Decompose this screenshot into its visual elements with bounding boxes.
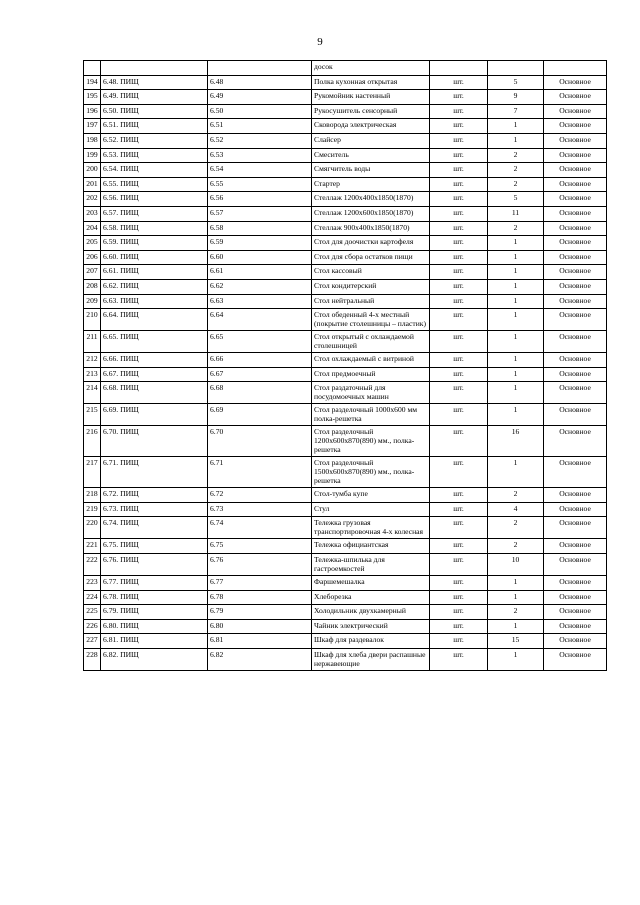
table-row (84, 404, 607, 426)
cell-quantity: 1 (488, 236, 544, 251)
table-row (84, 148, 607, 163)
table-row (84, 192, 607, 207)
cell-row-number: 198 (84, 133, 101, 148)
cell-reference: 6.49 (208, 90, 312, 105)
cell-row-number: 209 (84, 294, 101, 309)
table-row (84, 649, 607, 671)
cell-type: Основное (544, 488, 607, 503)
cell-quantity: 7 (488, 104, 544, 119)
table-row (84, 90, 607, 105)
cell-type: Основное (544, 605, 607, 620)
cell-type: Основное (544, 104, 607, 119)
cell-reference: 6.68 (208, 382, 312, 404)
cell-name: Стеллаж 1200х600х1850(1870) (312, 206, 430, 221)
cell-row-number: 219 (84, 502, 101, 517)
cell-code: 6.75. ПИЩ (101, 539, 208, 554)
cell-code: 6.72. ПИЩ (101, 488, 208, 503)
cell-type: Основное (544, 634, 607, 649)
cell-type: Основное (544, 265, 607, 280)
cell-code: 6.74. ПИЩ (101, 517, 208, 539)
cell-unit: шт. (430, 221, 488, 236)
cell-row-number: 224 (84, 590, 101, 605)
cell-row-number: 218 (84, 488, 101, 503)
cell-name: Стол-тумба купе (312, 488, 430, 503)
cell-reference: 6.59 (208, 236, 312, 251)
cell-quantity: 2 (488, 177, 544, 192)
cell-code: 6.70. ПИЩ (101, 426, 208, 457)
cell-unit: шт. (430, 634, 488, 649)
cell-quantity: 1 (488, 576, 544, 591)
cell-unit: шт. (430, 426, 488, 457)
cell-unit: шт. (430, 457, 488, 488)
cell-code: 6.65. ПИЩ (101, 331, 208, 353)
cell-code: 6.78. ПИЩ (101, 590, 208, 605)
cell-unit: шт. (430, 309, 488, 331)
cell-type: Основное (544, 294, 607, 309)
cell-quantity: 2 (488, 517, 544, 539)
cell-name: Рукосушитель сенсорный (312, 104, 430, 119)
table-row (84, 539, 607, 554)
table-row (84, 426, 607, 457)
cell-name: Шкаф для хлеба двери распашные нержавеющие (312, 649, 430, 671)
cell-row-number: 200 (84, 163, 101, 178)
cell-code: 6.57. ПИЩ (101, 206, 208, 221)
cell-row-number: 222 (84, 554, 101, 576)
cell-quantity: 10 (488, 554, 544, 576)
cell-row-number: 203 (84, 206, 101, 221)
cell-type: Основное (544, 353, 607, 368)
cell-code: 6.82. ПИЩ (101, 649, 208, 671)
cell-quantity: 1 (488, 404, 544, 426)
cell-type: Основное (544, 133, 607, 148)
cell-code: 6.52. ПИЩ (101, 133, 208, 148)
cell-name: Тележка грузовая транспортировочная 4-х колесная (312, 517, 430, 539)
table-row (84, 265, 607, 280)
cell-name: Стол кассовый (312, 265, 430, 280)
cell-row-number: 214 (84, 382, 101, 404)
cell-reference: 6.64 (208, 309, 312, 331)
cell-row-number: 202 (84, 192, 101, 207)
table-row (84, 206, 607, 221)
cell-code: 6.64. ПИЩ (101, 309, 208, 331)
cell-unit: шт. (430, 331, 488, 353)
cell-row-number: 216 (84, 426, 101, 457)
cell-row-number: 226 (84, 619, 101, 634)
cell-name: Тележка официантская (312, 539, 430, 554)
table-row (84, 279, 607, 294)
cell-row-number: 199 (84, 148, 101, 163)
cell-type: Основное (544, 221, 607, 236)
cell-type: Основное (544, 382, 607, 404)
cell-unit: шт. (430, 488, 488, 503)
cell-name: Стол охлаждаемый с витриной (312, 353, 430, 368)
cell-type: Основное (544, 75, 607, 90)
cell-row-number: 205 (84, 236, 101, 251)
cell-reference: 6.51 (208, 119, 312, 134)
cell-code: 6.73. ПИЩ (101, 502, 208, 517)
cell-row-number: 220 (84, 517, 101, 539)
cell-name: Хлеборезка (312, 590, 430, 605)
cell-code: 6.77. ПИЩ (101, 576, 208, 591)
cell-quantity: 1 (488, 649, 544, 671)
cell-code: 6.55. ПИЩ (101, 177, 208, 192)
cell-type: Основное (544, 163, 607, 178)
cell-row-number: 195 (84, 90, 101, 105)
cell-quantity: 1 (488, 590, 544, 605)
cell-type: Основное (544, 309, 607, 331)
cell-reference: 6.52 (208, 133, 312, 148)
cell-quantity: 2 (488, 605, 544, 620)
cell-name: Стеллаж 900х400х1850(1870) (312, 221, 430, 236)
cell-reference: 6.50 (208, 104, 312, 119)
cell-unit: шт. (430, 265, 488, 280)
table-row (84, 619, 607, 634)
cell-reference: 6.63 (208, 294, 312, 309)
cell-quantity: 1 (488, 353, 544, 368)
table-row (84, 502, 607, 517)
table-row (84, 353, 607, 368)
table-row (84, 250, 607, 265)
cell-code: 6.49. ПИЩ (101, 90, 208, 105)
cell-name: Слайсер (312, 133, 430, 148)
cell-name: Стол обеденный 4-х местный (покрытие столешницы – пластик) (312, 309, 430, 331)
cell-reference: 6.67 (208, 367, 312, 382)
table-row (84, 488, 607, 503)
cell-row-number: 194 (84, 75, 101, 90)
cell-quantity: 2 (488, 221, 544, 236)
cell-reference: 6.74 (208, 517, 312, 539)
cell-row-number: 221 (84, 539, 101, 554)
cell-unit: шт. (430, 649, 488, 671)
cell-name: Сковорода электрическая (312, 119, 430, 134)
cell-unit: шт. (430, 590, 488, 605)
cell-type: Основное (544, 192, 607, 207)
page-number: 9 (317, 36, 323, 48)
cell-type: Основное (544, 576, 607, 591)
cell-name: Фаршемешалка (312, 576, 430, 591)
cell-reference: 6.66 (208, 353, 312, 368)
cell-row-number: 211 (84, 331, 101, 353)
cell-type: Основное (544, 331, 607, 353)
cell-unit: шт. (430, 619, 488, 634)
cell-name: Стол кондитерский (312, 279, 430, 294)
cell-type: Основное (544, 457, 607, 488)
table-body (84, 61, 607, 671)
cell-name: Полка кухонная открытая (312, 75, 430, 90)
cell-reference: 6.62 (208, 279, 312, 294)
table-row (84, 309, 607, 331)
cell-quantity: 1 (488, 279, 544, 294)
cell-row-number: 206 (84, 250, 101, 265)
table-row (84, 163, 607, 178)
cell-row-number: 213 (84, 367, 101, 382)
cell-code: 6.60. ПИЩ (101, 250, 208, 265)
table-row (84, 236, 607, 251)
cell-reference: 6.53 (208, 148, 312, 163)
cell-type: Основное (544, 404, 607, 426)
cell-name: Стул (312, 502, 430, 517)
cell-type: Основное (544, 426, 607, 457)
cell-unit: шт. (430, 192, 488, 207)
cell-row-number: 228 (84, 649, 101, 671)
cell-type: Основное (544, 619, 607, 634)
cell-row-number: 204 (84, 221, 101, 236)
cell-quantity: 5 (488, 192, 544, 207)
cell-unit: шт. (430, 236, 488, 251)
cell-reference: 6.77 (208, 576, 312, 591)
cell-code: 6.59. ПИЩ (101, 236, 208, 251)
cell-name: Стол нейтральный (312, 294, 430, 309)
table-row (84, 119, 607, 134)
cell-reference: 6.71 (208, 457, 312, 488)
cell-name: Тележка-шпилька для гастроемкостей (312, 554, 430, 576)
cell-quantity: 1 (488, 367, 544, 382)
cell-type: Основное (544, 250, 607, 265)
cell-name: Стол разделочный 1000х600 мм полка-решетка (312, 404, 430, 426)
cell-unit: шт. (430, 382, 488, 404)
cell-quantity: 1 (488, 119, 544, 134)
cell-unit: шт. (430, 206, 488, 221)
cell-reference: 6.78 (208, 590, 312, 605)
cell-type: Основное (544, 649, 607, 671)
cell-code: 6.67. ПИЩ (101, 367, 208, 382)
cell-type: Основное (544, 119, 607, 134)
cell-name: Стол предмоечный (312, 367, 430, 382)
cell-code: 6.68. ПИЩ (101, 382, 208, 404)
cell-quantity: 2 (488, 163, 544, 178)
cell-quantity: 2 (488, 539, 544, 554)
cell-quantity: 1 (488, 265, 544, 280)
cell-row-number: 217 (84, 457, 101, 488)
cell-unit: шт. (430, 75, 488, 90)
cell-row-number: 196 (84, 104, 101, 119)
cell-name: Стол раздаточный для посудомоечных машин (312, 382, 430, 404)
cell-quantity: 9 (488, 90, 544, 105)
cell-quantity: 15 (488, 634, 544, 649)
cell-quantity: 1 (488, 382, 544, 404)
cell-code: 6.76. ПИЩ (101, 554, 208, 576)
cell-row-number: 197 (84, 119, 101, 134)
cell-row-number: 208 (84, 279, 101, 294)
cell-quantity: 1 (488, 331, 544, 353)
cell-unit: шт. (430, 294, 488, 309)
cell-name: Стол разделочный 1500х600х870(890) мм., полка-решетка (312, 457, 430, 488)
cell-code: 6.58. ПИЩ (101, 221, 208, 236)
table-row (84, 457, 607, 488)
cell-name: Стол для сбора остатков пищи (312, 250, 430, 265)
cell-name: Стол открытый с охлаждаемой столешницей (312, 331, 430, 353)
cell-reference: 6.72 (208, 488, 312, 503)
cell-row-number: 201 (84, 177, 101, 192)
cell-unit: шт. (430, 517, 488, 539)
cell-name: Рукомойник настенный (312, 90, 430, 105)
cell-unit: шт. (430, 133, 488, 148)
cell-unit: шт. (430, 367, 488, 382)
cell-type: Основное (544, 502, 607, 517)
cell-quantity: 4 (488, 502, 544, 517)
cell-unit: шт. (430, 279, 488, 294)
cell-unit: шт. (430, 163, 488, 178)
cell-reference: 6.81 (208, 634, 312, 649)
cell-unit: шт. (430, 353, 488, 368)
cell-name: Чайник электрический (312, 619, 430, 634)
cell-reference: 6.70 (208, 426, 312, 457)
cell-reference: 6.61 (208, 265, 312, 280)
cell-quantity: 1 (488, 294, 544, 309)
cell-type: Основное (544, 206, 607, 221)
cell-type: Основное (544, 279, 607, 294)
cell-unit: шт. (430, 605, 488, 620)
cell-reference: 6.58 (208, 221, 312, 236)
cell-reference: 6.69 (208, 404, 312, 426)
cell-type: Основное (544, 539, 607, 554)
cell-reference: 6.56 (208, 192, 312, 207)
cell-code: 6.80. ПИЩ (101, 619, 208, 634)
cell-name: Стол для доочистки картофеля (312, 236, 430, 251)
cell-code: 6.71. ПИЩ (101, 457, 208, 488)
table-row (84, 75, 607, 90)
equipment-table (83, 60, 607, 671)
table-row (84, 221, 607, 236)
cell-row-number: 227 (84, 634, 101, 649)
cell-unit: шт. (430, 90, 488, 105)
cell-code: 6.51. ПИЩ (101, 119, 208, 134)
table-row (84, 177, 607, 192)
table-row (84, 133, 607, 148)
cell-reference: 6.54 (208, 163, 312, 178)
cell-code: 6.50. ПИЩ (101, 104, 208, 119)
cell-code: 6.79. ПИЩ (101, 605, 208, 620)
cell-reference: 6.75 (208, 539, 312, 554)
cell-type: Основное (544, 590, 607, 605)
cell-unit: шт. (430, 148, 488, 163)
cell-code: 6.62. ПИЩ (101, 279, 208, 294)
table-row (84, 367, 607, 382)
cell-quantity: 1 (488, 619, 544, 634)
table-row (84, 517, 607, 539)
cell-name: Стартер (312, 177, 430, 192)
cell-name: Смягчитель воды (312, 163, 430, 178)
cell-code: 6.48. ПИЩ (101, 75, 208, 90)
table-row-continuation (84, 61, 607, 76)
cell-code: 6.56. ПИЩ (101, 192, 208, 207)
cell-code: 6.54. ПИЩ (101, 163, 208, 178)
cell-unit: шт. (430, 576, 488, 591)
cell-unit: шт. (430, 177, 488, 192)
cell-type: Основное (544, 517, 607, 539)
cell-code: 6.81. ПИЩ (101, 634, 208, 649)
table-row (84, 294, 607, 309)
table-row (84, 605, 607, 620)
cell-type: Основное (544, 148, 607, 163)
cell-reference: 6.60 (208, 250, 312, 265)
cell-code: 6.61. ПИЩ (101, 265, 208, 280)
table-row (84, 331, 607, 353)
table-row (84, 104, 607, 119)
cell-type: Основное (544, 236, 607, 251)
cell-reference: 6.76 (208, 554, 312, 576)
cell-name: досок (312, 61, 430, 76)
cell-type: Основное (544, 367, 607, 382)
cell-code: 6.63. ПИЩ (101, 294, 208, 309)
cell-quantity: 2 (488, 148, 544, 163)
cell-quantity: 1 (488, 309, 544, 331)
cell-quantity: 5 (488, 75, 544, 90)
table-row (84, 554, 607, 576)
cell-reference: 6.55 (208, 177, 312, 192)
cell-quantity: 2 (488, 488, 544, 503)
table-row (84, 576, 607, 591)
cell-reference: 6.79 (208, 605, 312, 620)
cell-unit: шт. (430, 250, 488, 265)
cell-row-number: 215 (84, 404, 101, 426)
cell-row-number: 207 (84, 265, 101, 280)
cell-code: 6.66. ПИЩ (101, 353, 208, 368)
cell-reference: 6.73 (208, 502, 312, 517)
cell-unit: шт. (430, 554, 488, 576)
cell-row-number: 223 (84, 576, 101, 591)
cell-reference: 6.57 (208, 206, 312, 221)
table-row (84, 590, 607, 605)
cell-unit: шт. (430, 539, 488, 554)
cell-name: Смеситель (312, 148, 430, 163)
cell-quantity: 1 (488, 133, 544, 148)
cell-quantity: 11 (488, 206, 544, 221)
cell-code: 6.69. ПИЩ (101, 404, 208, 426)
cell-quantity: 1 (488, 457, 544, 488)
cell-reference: 6.80 (208, 619, 312, 634)
cell-code: 6.53. ПИЩ (101, 148, 208, 163)
table-row (84, 382, 607, 404)
table-row (84, 634, 607, 649)
cell-unit: шт. (430, 104, 488, 119)
cell-type: Основное (544, 554, 607, 576)
cell-name: Стеллаж 1200х400х1850(1870) (312, 192, 430, 207)
cell-row-number: 210 (84, 309, 101, 331)
cell-quantity: 16 (488, 426, 544, 457)
cell-reference: 6.82 (208, 649, 312, 671)
cell-type: Основное (544, 177, 607, 192)
cell-unit: шт. (430, 404, 488, 426)
cell-unit: шт. (430, 119, 488, 134)
cell-reference: 6.65 (208, 331, 312, 353)
cell-row-number: 212 (84, 353, 101, 368)
cell-row-number: 225 (84, 605, 101, 620)
cell-quantity: 1 (488, 250, 544, 265)
cell-type: Основное (544, 90, 607, 105)
cell-name: Шкаф для раздевалок (312, 634, 430, 649)
cell-name: Стол разделочный 1200х600х870(890) мм., полка-решетка (312, 426, 430, 457)
cell-name: Холодильник двухкамерный (312, 605, 430, 620)
cell-reference: 6.48 (208, 75, 312, 90)
cell-unit: шт. (430, 502, 488, 517)
